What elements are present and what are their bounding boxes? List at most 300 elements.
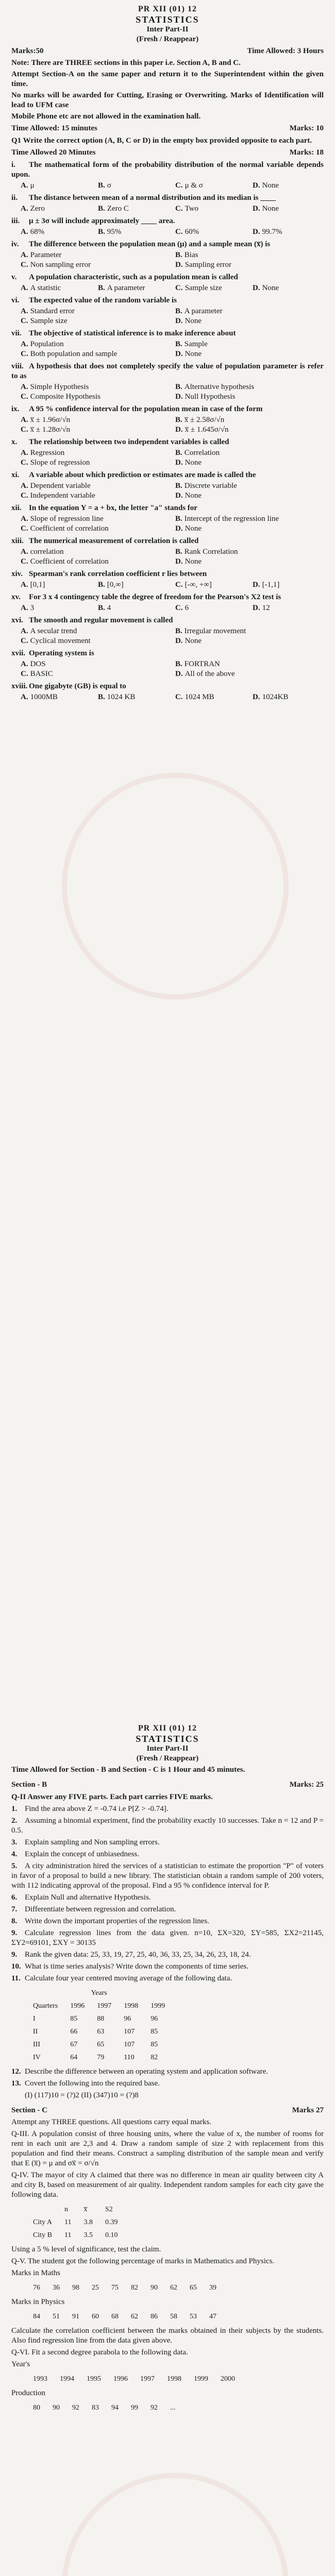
option-letter: A. [21, 340, 28, 348]
option-text: Coefficient of correlation [30, 524, 109, 533]
mcq-option [175, 392, 324, 402]
mcq-question [11, 362, 324, 381]
mcq-number: xviii. [11, 682, 28, 690]
question-part [11, 1804, 324, 1814]
marks-physics-label: Marks in Physics [11, 2298, 65, 2306]
table-cell: 107 [124, 2028, 135, 2036]
mcq-options [21, 514, 324, 534]
part-number: 8. [11, 1917, 18, 1925]
mcq-option [253, 580, 324, 590]
table-cell: 36 [53, 2284, 60, 2292]
mcq-number: vi. [11, 296, 20, 304]
mcq-option [253, 204, 324, 214]
option-letter: B. [175, 340, 182, 348]
mcq-option [175, 514, 324, 524]
option-letter: D. [253, 228, 260, 236]
option-letter: B. [175, 449, 182, 457]
table-cell: 11 [64, 2218, 72, 2226]
option-text: Independent variable [30, 492, 95, 500]
marks-maths-label: Marks in Maths [11, 2269, 60, 2277]
mcq-option [98, 204, 169, 214]
mcq-option [21, 659, 169, 669]
table-cell: 62 [131, 2313, 138, 2320]
mcq-option [21, 260, 169, 270]
option-letter: A. [21, 581, 28, 589]
question-2-tail [11, 2067, 324, 2100]
option-text: All of the above [185, 670, 235, 678]
table-header-cell: x̅ [83, 2206, 88, 2213]
option-letter: A. [21, 383, 28, 391]
part-text: Write down the important properties of the regression lines. [25, 1917, 210, 1925]
mcq-options [21, 382, 324, 402]
question-part [11, 1928, 324, 1948]
option-letter: A. [21, 449, 28, 457]
option-letter: D. [175, 459, 183, 467]
production-row [27, 2401, 182, 2414]
option-text: μ [30, 181, 35, 190]
table-cell: 2000 [221, 2375, 235, 2383]
mcq-options [21, 250, 324, 270]
table-cell: 85 [150, 2041, 158, 2048]
table-row [27, 2051, 171, 2064]
option-letter: B. [175, 482, 182, 490]
paper-section-bc [11, 1723, 324, 2417]
option-letter: C. [21, 524, 28, 533]
mcq-question [11, 649, 324, 658]
option-text: 1024KB [262, 693, 289, 701]
table-cell: 58 [170, 2313, 177, 2320]
question-5-tail: Calculate the correlation coefficient between the marks obtained in their subjects by the students. Also find regression line from the data given above. [11, 2327, 324, 2345]
option-text: 4 [107, 604, 111, 612]
mcq-text: A 95 % confidence interval for the population mean in case of the form [29, 405, 263, 413]
section-a-timing: Time Allowed: 15 minutes Marks: 10 [11, 124, 324, 132]
option-letter: C. [21, 637, 28, 645]
table-cell: 64 [70, 2054, 78, 2061]
mcq-question [11, 273, 324, 282]
question-1-heading: Q1 Write the correct option (A, B, C or D) in the empty box provided opposite to each part. [11, 137, 312, 145]
table-header-cell: n [64, 2206, 68, 2213]
table-row [27, 2310, 223, 2323]
mcq-option [21, 626, 169, 636]
option-letter: A. [21, 515, 28, 523]
paper-session: (Fresh / Reappear) [136, 35, 199, 43]
question-2-heading: Q-II Answer any FIVE parts. Each part carries FIVE marks. [11, 1793, 213, 1801]
mcq-option [21, 316, 169, 326]
option-text: Composite Hypothesis [30, 393, 100, 401]
option-letter: B. [98, 693, 105, 701]
mcq-option [175, 692, 246, 702]
option-text: DOS [30, 660, 46, 668]
mcq-option [21, 448, 169, 458]
option-text: Dependent variable [30, 482, 91, 490]
option-letter: D. [253, 604, 260, 612]
question-5: Q-V. The student got the following percentage of marks in Mathematics and Physics. [11, 2257, 275, 2265]
paper-section-a [11, 4, 324, 704]
mcq-options [21, 227, 324, 237]
mcq-option [98, 283, 169, 293]
table-cell: 65 [190, 2284, 197, 2292]
paper-code: PR XII (01) 12 [138, 5, 197, 13]
table-cell: ... [170, 2404, 176, 2412]
option-letter: A. [21, 627, 28, 635]
mcq-option [21, 557, 169, 567]
mcq-option [175, 580, 246, 590]
option-letter: D. [175, 637, 183, 645]
option-letter: D. [253, 284, 260, 292]
option-text: BASIC [30, 670, 53, 678]
mcq-number: x. [11, 438, 18, 446]
table-cell: 68 [111, 2313, 119, 2320]
mcq-text: The difference between the population mean (μ) and a sample mean (x̅) is [29, 240, 271, 248]
option-text: Sample size [185, 284, 222, 292]
option-letter: A. [21, 660, 28, 668]
table-header-cell [27, 2203, 58, 2216]
question-part [11, 1974, 324, 1984]
mcq-option [175, 283, 246, 293]
mcq-option [21, 669, 169, 679]
question-part [11, 1962, 324, 1972]
option-letter: B. [175, 383, 182, 391]
option-letter: B. [175, 307, 182, 315]
option-text: A parameter [184, 307, 223, 315]
mcq-option [21, 227, 92, 237]
table-cell: 51 [53, 2313, 60, 2320]
table-cell: 92 [72, 2404, 79, 2412]
mcq-text: The objective of statistical inference is to make inference about [29, 329, 236, 337]
table-cell: 47 [209, 2313, 216, 2320]
table-cell: 25 [92, 2284, 99, 2292]
mcq-option [175, 425, 324, 435]
mcq-question [11, 592, 324, 602]
mcq-options [21, 692, 324, 702]
option-text: None [185, 492, 202, 500]
mcq-number: vii. [11, 329, 22, 337]
mcq-options [21, 448, 324, 468]
section-c-header: Section - C Marks 27 [11, 2106, 324, 2114]
table-row [27, 2012, 171, 2025]
table-header-cell: 1999 [150, 2002, 165, 2010]
option-letter: B. [175, 548, 182, 556]
air-quality-table [27, 2203, 124, 2242]
mcq-option [21, 307, 169, 316]
part-text: Assuming a binomial experiment, find the probability exactly 10 successes. Take n = 12 and P = 0.5. [11, 1817, 324, 1835]
part-number: 10. [11, 1962, 21, 1971]
mcq-text: Operating system is [29, 649, 94, 657]
table-cell: 62 [170, 2284, 177, 2292]
table-cell: 76 [33, 2284, 40, 2292]
option-text: 68% [30, 228, 45, 236]
option-text: Coefficient of correlation [30, 557, 109, 566]
mcq-option [175, 659, 324, 669]
option-text: A parameter [107, 284, 145, 292]
mcq-option [175, 415, 324, 425]
table-cell: 85 [70, 2015, 78, 2023]
option-letter: B. [98, 205, 105, 213]
mcq-number: xiv. [11, 570, 23, 578]
section-a2-timing: Time Allowed 20 Minutes Marks: 18 [11, 148, 324, 157]
mcq-text: μ ± 3σ will include approximately ____ area. [29, 217, 175, 225]
table-cell: 90 [53, 2404, 60, 2412]
option-letter: A. [21, 604, 28, 612]
table-cell: II [33, 2028, 38, 2036]
part-number: 9. [11, 1929, 18, 1937]
option-text: 1024 MB [185, 693, 214, 701]
option-letter: D. [175, 492, 183, 500]
mcq-number: viii. [11, 362, 24, 370]
section-c-instruction: Attempt any THREE questions. All questions carry equal marks. [11, 2118, 211, 2126]
mcq-options [21, 415, 324, 435]
option-text: Slope of regression line [30, 515, 104, 523]
mcq-option [21, 283, 92, 293]
mcq-option [21, 425, 169, 435]
mcq-text: A population characteristic, such as a population mean is called [29, 273, 238, 281]
option-text: x̅ ± 2.58σ/√n [184, 416, 225, 424]
option-letter: C. [21, 350, 28, 358]
option-text: 12 [262, 604, 270, 612]
part-text: A city administration hired the services of a statistician to estimate the proportion "P" of voters in favor of a proposal to build a new library. The statistician obtain a random sample of 200 voters, with 112 indicating approval of the proposal. Find a 95 % confidence interval for P. [11, 1862, 324, 1890]
mcq-number: iv. [11, 240, 19, 248]
marks-physics-row [27, 2310, 223, 2323]
mcq-options [21, 283, 324, 293]
mcq-question [11, 536, 324, 546]
option-text: Rank Correlation [184, 548, 238, 556]
table-cell: 80 [33, 2404, 40, 2412]
question-part [11, 1850, 324, 1859]
table-cell: 0.10 [105, 2231, 118, 2239]
mcq-option [175, 227, 246, 237]
option-text: A statistic [30, 284, 61, 292]
table-row [27, 2401, 182, 2414]
option-text: None [185, 524, 202, 533]
table-cell: 1996 [113, 2375, 128, 2383]
option-text: x̅ ± 1.645σ/√n [185, 426, 229, 434]
mcq-options [21, 580, 324, 590]
option-letter: A. [21, 548, 28, 556]
option-text: x̅ ± 1.28σ/√n [30, 426, 71, 434]
instruction-note: No marks will be awarded for Cutting, Erasing or Overwriting. Marks of Identification will lead to UFM case [11, 91, 324, 109]
table-cell: 98 [72, 2284, 79, 2292]
mcq-option [175, 340, 324, 349]
mcq-option [253, 603, 324, 613]
mcq-option [21, 580, 92, 590]
option-text: Simple Hypothesis [30, 383, 89, 391]
option-text: Sample size [30, 317, 68, 325]
option-text: Non sampling error [30, 261, 91, 269]
question-part [11, 1816, 324, 1836]
mcq-number: iii. [11, 217, 20, 225]
mcq-options [21, 603, 324, 613]
option-letter: A. [21, 416, 28, 424]
mcq-option [175, 491, 324, 501]
table-cell: 75 [111, 2284, 119, 2292]
table-cell: 60 [92, 2313, 99, 2320]
paper-code: PR XII (01) 12 [138, 1724, 197, 1733]
table-caption-row [27, 1987, 171, 1999]
question-4-tail: Using a 5 % level of significance, test the claim. [11, 2245, 161, 2253]
question-3: Q-III. A population consist of three housing units, where the value of x, the number of rooms for rent in each unit are 2,3 and 4. Draw a random sample of size 2 with replacement from this population and find their means. Construct a sampling distribution of the sample mean and verify that E (x̅) = μ and σx̅ = σ/√n [11, 2130, 324, 2167]
mcq-question [11, 437, 324, 447]
part-text: Calculate regression lines from the data given. n=10, ΣX=320, ΣY=585, ΣX2=21145, ΣY2=69101, ΣXY = 30135 [11, 1929, 324, 1947]
option-letter: C. [21, 557, 28, 566]
mcq-number: xii. [11, 504, 22, 512]
mcq-number: v. [11, 273, 17, 281]
table-cell: 63 [97, 2028, 105, 2036]
mcq-question [11, 404, 324, 414]
part-number: 6. [11, 1893, 18, 1902]
option-letter: A. [21, 228, 28, 236]
option-text: 99.7% [262, 228, 282, 236]
option-letter: C. [175, 205, 183, 213]
option-letter: C. [175, 604, 183, 612]
mcq-option [253, 227, 324, 237]
option-text: Sampling error [185, 261, 231, 269]
table-cell: 53 [190, 2313, 197, 2320]
option-letter: C. [21, 317, 28, 325]
part-number: 4. [11, 1850, 18, 1858]
mcq-option [175, 448, 324, 458]
option-letter: B. [98, 604, 105, 612]
mcq-options [21, 204, 324, 214]
section-b-header: Section - B Marks: 25 [11, 1781, 324, 1789]
mcq-text: The distance between mean of a normal distribution and its median is ____ [29, 194, 276, 202]
part-number: 7. [11, 1905, 18, 1913]
table-row [27, 2038, 171, 2051]
option-letter: B. [98, 284, 105, 292]
option-letter: C. [175, 181, 183, 190]
option-text: 3 [30, 604, 35, 612]
option-letter: C. [21, 492, 28, 500]
table-cell: 82 [131, 2284, 138, 2292]
mcq-question [11, 160, 324, 180]
option-text: Both population and sample [30, 350, 118, 358]
mcq-option [21, 458, 169, 468]
table-cell: 110 [124, 2054, 135, 2061]
option-text: Bias [184, 251, 198, 259]
table-cell: III [33, 2041, 40, 2048]
option-text: None [262, 284, 279, 292]
part-text: What is time series analysis? Write down the components of time series. [25, 1962, 249, 1971]
option-text: Regression [30, 449, 65, 457]
mcq-text: The expected value of the random variable is [29, 296, 177, 304]
mcq-options [21, 340, 324, 359]
mcq-options [21, 481, 324, 501]
mcq-option [21, 547, 169, 557]
mcq-option [253, 181, 324, 191]
option-text: Intercept of the regression line [184, 515, 279, 523]
part-text: Covert the following into the required base. [25, 2079, 160, 2088]
option-letter: A. [21, 307, 28, 315]
mcq-option [175, 547, 324, 557]
option-text: [0,1] [30, 581, 45, 589]
mcq-question [11, 216, 324, 226]
option-letter: D. [175, 317, 183, 325]
part-number: 3. [11, 1838, 18, 1846]
marks-time-row [11, 46, 324, 56]
mcq-text: Spearman's rank correlation coefficient r lies between [29, 570, 207, 578]
mcq-option [21, 481, 169, 491]
part-text: Rank the given data: 25, 33, 19, 27, 25, 40, 36, 33, 25, 34, 26, 23, 18, 24. [25, 1951, 251, 1959]
mcq-text: The mathematical form of the probability distribution of the normal variable depends upon. [11, 161, 324, 179]
option-text: [-1,1] [262, 581, 280, 589]
table-cell: 3.5 [83, 2231, 93, 2239]
mcq-question [11, 296, 324, 306]
mcq-number: xi. [11, 471, 20, 479]
mcq-option [175, 669, 324, 679]
option-letter: A. [21, 205, 28, 213]
option-text: 95% [107, 228, 122, 236]
option-letter: D. [175, 557, 183, 566]
part-number: 13. [11, 2079, 21, 2088]
part-text: Differentiate between regression and correlation. [25, 1905, 176, 1913]
table-cell: 39 [209, 2284, 216, 2292]
option-letter: C. [175, 581, 183, 589]
option-letter: B. [175, 627, 182, 635]
mcq-option [175, 260, 324, 270]
mcq-number: xvii. [11, 649, 26, 657]
option-letter: C. [21, 459, 28, 467]
table-cell: 65 [97, 2041, 105, 2048]
option-text: None [185, 557, 202, 566]
mcq-option [21, 524, 169, 534]
option-text: Discrete variable [184, 482, 237, 490]
mcq-option [175, 204, 246, 214]
mcq-number: xvi. [11, 616, 23, 624]
mcq-option [175, 603, 246, 613]
table-cell: 86 [150, 2313, 158, 2320]
option-letter: D. [175, 261, 183, 269]
instruction-note: Note: There are THREE sections in this paper i.e. Section A, B and C. [11, 59, 241, 67]
option-letter: C. [21, 426, 28, 434]
option-letter: B. [98, 228, 105, 236]
table-cell: 1993 [33, 2375, 47, 2383]
paper-session: (Fresh / Reappear) [136, 1754, 199, 1762]
total-marks: Marks:50 [11, 47, 44, 55]
mcq-options [21, 659, 324, 679]
mcq-option [21, 181, 92, 191]
table-row [27, 2216, 124, 2229]
option-letter: D. [175, 524, 183, 533]
table-cell: IV [33, 2054, 41, 2061]
table-cell: I [33, 2015, 36, 2023]
option-letter: B. [175, 251, 182, 259]
option-letter: B. [175, 416, 182, 424]
option-text: None [185, 637, 202, 645]
option-text: μ & σ [185, 181, 203, 190]
table-cell: 0.39 [105, 2218, 118, 2226]
mcq-option [175, 181, 246, 191]
question-part [11, 1838, 324, 1848]
table-cell: 88 [97, 2015, 105, 2023]
instruction-note: Mobile Phone etc are not allowed in the examination hall. [11, 112, 201, 121]
table-cell: 1998 [167, 2375, 181, 2383]
question-part [11, 2067, 324, 2077]
instruction-note: Attempt Section-A on the same paper and return it to the Superintendent within the given time. [11, 70, 324, 88]
question-part [11, 2079, 324, 2089]
option-text: Irregular movement [184, 627, 246, 635]
mcq-options [21, 181, 324, 191]
part-number: 12. [11, 2067, 21, 2076]
mcq-option [175, 349, 324, 359]
table-row [27, 2372, 241, 2385]
option-text: None [185, 350, 202, 358]
part-text: Find the area above Z = -0.74 i.e P[Z > -0.74]. [25, 1805, 169, 1813]
option-letter: D. [253, 581, 260, 589]
question-part [11, 1893, 324, 1903]
part-number: 5. [11, 1862, 18, 1870]
option-letter: D. [253, 205, 260, 213]
watermark-seal [62, 773, 289, 999]
table-cell: 83 [92, 2404, 99, 2412]
